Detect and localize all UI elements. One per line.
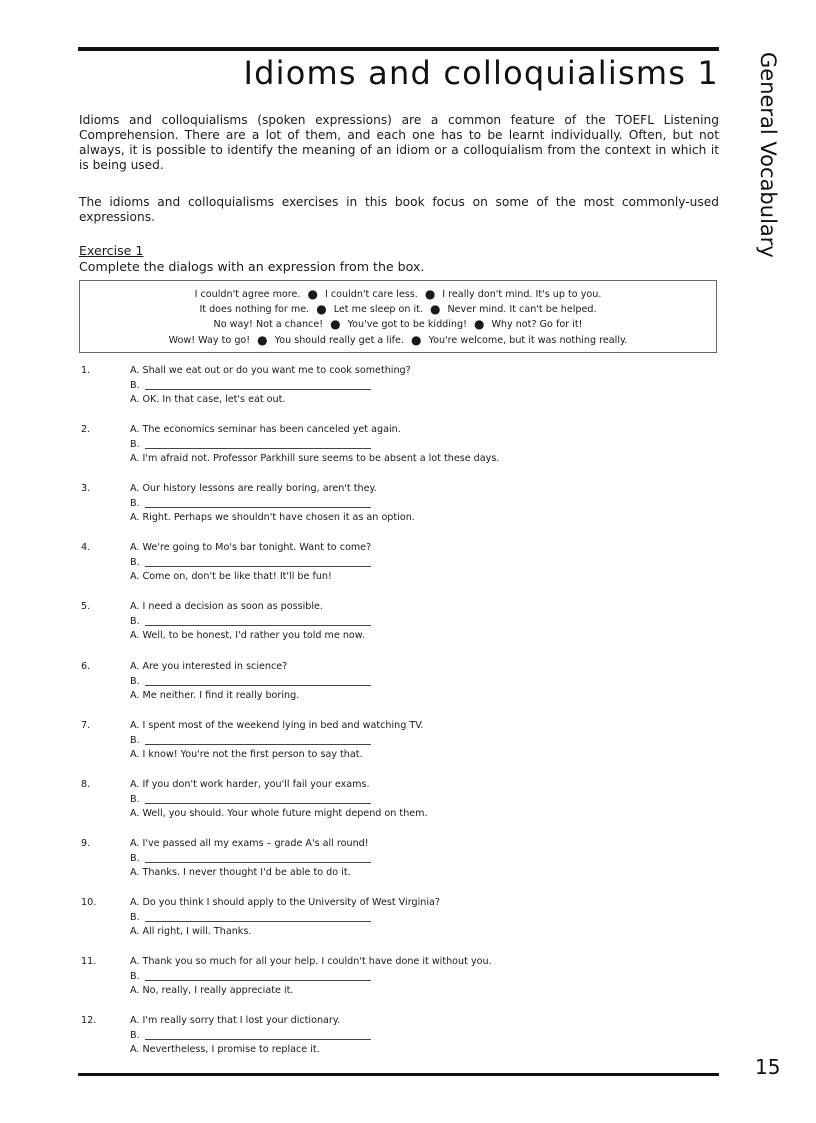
expression-item: I couldn't care less. xyxy=(324,289,418,300)
page-number: 15 xyxy=(755,1055,781,1079)
speaker-a-line: A. If you don't work harder, you'll fail your exams. xyxy=(130,778,370,790)
expression-row xyxy=(80,287,716,302)
expression-row xyxy=(80,317,716,332)
answer-blank[interactable] xyxy=(145,685,371,686)
expression-item: I really don't mind. It's up to you. xyxy=(442,289,602,300)
speaker-a-reply: A. All right, I will. Thanks. xyxy=(130,925,252,937)
expression-box xyxy=(79,280,717,353)
expression-item: You've got to be kidding! xyxy=(347,319,467,331)
question-number: 2. xyxy=(81,424,91,436)
dialog-item xyxy=(0,542,816,592)
side-section-label xyxy=(756,52,780,272)
side-label-text: General Vocabulary xyxy=(756,52,780,258)
page-title: Idioms and colloquialisms 1 xyxy=(243,54,719,92)
expression-item: You're welcome, but it was nothing really. xyxy=(428,334,628,346)
answer-blank[interactable] xyxy=(145,744,371,745)
speaker-a-line: A. Do you think I should apply to the University of West Virginia? xyxy=(130,896,440,908)
answer-blank[interactable] xyxy=(145,980,371,981)
dialog-item xyxy=(0,1015,816,1065)
dialog-item xyxy=(0,779,816,829)
speaker-a-reply: A. Nevertheless, I promise to replace it. xyxy=(130,1044,320,1056)
question-number: 4. xyxy=(81,542,91,554)
speaker-b-label: B. xyxy=(130,734,140,746)
dialog-item xyxy=(0,601,816,651)
expression-row xyxy=(80,333,716,348)
question-number: 3. xyxy=(81,483,91,495)
question-number: 6. xyxy=(81,660,91,672)
answer-blank[interactable] xyxy=(145,448,371,449)
speaker-b-label: B. xyxy=(130,971,140,982)
speaker-a-line: A. Thank you so much for all your help. I couldn't have done it without you. xyxy=(130,956,492,967)
exercise-heading: Exercise 1 xyxy=(79,243,144,258)
speaker-a-reply: A. Well, to be honest, I'd rather you told me now. xyxy=(130,630,365,642)
speaker-a-reply: A. I know! You're not the first person to say that. xyxy=(130,748,363,760)
speaker-b-label: B. xyxy=(130,616,140,628)
expression-item: You should really get a life. xyxy=(274,334,404,346)
dialog-item xyxy=(0,897,816,947)
expression-list xyxy=(80,287,716,348)
dialog-item xyxy=(0,483,816,533)
speaker-a-reply: A. OK. In that case, let's eat out. xyxy=(130,394,286,405)
expression-row xyxy=(80,302,716,317)
question-number: 9. xyxy=(81,837,91,849)
expression-item: Why not? Go for it! xyxy=(491,319,583,331)
intro-paragraph-1: Idioms and colloquialisms (spoken expressions) are a common feature of the TOEFL Listening Comprehension. There are a lot of them, and each one has to be learnt individually. Often, but not always, it is possible to identify the meaning of an idiom or a colloquialism from the context in which it is being used. xyxy=(79,113,719,172)
speaker-a-reply: A. Thanks. I never thought I'd be able to do it. xyxy=(130,866,351,878)
speaker-a-reply: A. I'm afraid not. Professor Parkhill sure seems to be absent a lot these days. xyxy=(130,453,500,465)
speaker-a-line: A. We're going to Mo's bar tonight. Want to come? xyxy=(130,542,372,554)
bullet-icon: ● xyxy=(424,287,436,301)
speaker-a-reply: A. Me neither. I find it really boring. xyxy=(130,689,300,701)
exercise-instruction: Complete the dialogs with an expression from the box. xyxy=(79,259,425,274)
speaker-b-label: B. xyxy=(130,498,140,510)
expression-item: Never mind. It can't be helped. xyxy=(447,304,597,316)
answer-blank[interactable] xyxy=(145,507,371,508)
speaker-b-label: B. xyxy=(130,793,140,805)
intro-paragraph-2: The idioms and colloquialisms exercises in this book focus on some of the most commonly-used expressions. xyxy=(79,195,719,224)
speaker-b-label: B. xyxy=(130,380,140,391)
expression-item: It does nothing for me. xyxy=(199,304,310,316)
question-number: 10. xyxy=(81,896,97,908)
dialog-item xyxy=(0,956,816,1006)
answer-blank[interactable] xyxy=(145,803,371,804)
bullet-icon: ● xyxy=(307,287,318,301)
bullet-icon: ● xyxy=(316,302,327,317)
speaker-a-reply: A. Right. Perhaps we shouldn't have chosen it as an option. xyxy=(130,512,415,524)
answer-blank[interactable] xyxy=(145,1039,371,1040)
bullet-icon: ● xyxy=(330,317,341,332)
answer-blank[interactable] xyxy=(145,921,371,922)
expression-item: No way! Not a chance! xyxy=(213,319,324,331)
speaker-b-label: B. xyxy=(130,852,140,864)
question-number: 1. xyxy=(81,365,91,376)
bullet-icon: ● xyxy=(257,332,268,347)
speaker-a-line: A. I'm really sorry that I lost your dictionary. xyxy=(130,1015,341,1027)
top-rule xyxy=(78,47,719,51)
speaker-b-label: B. xyxy=(130,439,140,451)
speaker-a-reply: A. No, really, I really appreciate it. xyxy=(130,985,294,996)
speaker-a-line: A. The economics seminar has been canceled yet again. xyxy=(130,424,401,436)
speaker-a-line: A. Are you interested in science? xyxy=(130,660,288,672)
dialog-item xyxy=(0,720,816,770)
question-number: 12. xyxy=(81,1015,97,1027)
answer-blank[interactable] xyxy=(145,566,371,567)
speaker-b-label: B. xyxy=(130,675,140,687)
speaker-a-line: A. I spent most of the weekend lying in bed and watching TV. xyxy=(130,719,424,731)
expression-item: I couldn't agree more. xyxy=(194,289,301,300)
speaker-a-line: A. I've passed all my exams – grade A's all round! xyxy=(130,837,369,849)
speaker-a-line: A. I need a decision as soon as possible. xyxy=(130,601,323,613)
speaker-a-reply: A. Come on, don't be like that! It'll be fun! xyxy=(130,571,332,583)
speaker-a-reply: A. Well, you should. Your whole future might depend on them. xyxy=(130,807,428,819)
answer-blank[interactable] xyxy=(145,862,371,863)
bullet-icon: ● xyxy=(411,332,422,347)
speaker-b-label: B. xyxy=(130,1030,140,1042)
speaker-a-line: A. Shall we eat out or do you want me to cook something? xyxy=(130,365,411,376)
question-number: 7. xyxy=(81,719,91,731)
dialog-item xyxy=(0,424,816,474)
dialog-item xyxy=(0,661,816,711)
speaker-a-line: A. Our history lessons are really boring, aren't they. xyxy=(130,483,377,495)
speaker-b-label: B. xyxy=(130,557,140,569)
bullet-icon: ● xyxy=(473,317,485,332)
dialog-item xyxy=(0,365,816,415)
question-number: 11. xyxy=(81,956,97,967)
question-number: 5. xyxy=(81,601,91,613)
answer-blank[interactable] xyxy=(145,625,371,626)
expression-item: Let me sleep on it. xyxy=(333,304,423,316)
bullet-icon: ● xyxy=(429,302,441,317)
dialog-item xyxy=(0,838,816,888)
expression-item: Wow! Way to go! xyxy=(168,334,251,346)
bottom-rule xyxy=(78,1073,719,1076)
answer-blank[interactable] xyxy=(145,389,371,390)
question-number: 8. xyxy=(81,778,91,790)
speaker-b-label: B. xyxy=(130,911,140,923)
